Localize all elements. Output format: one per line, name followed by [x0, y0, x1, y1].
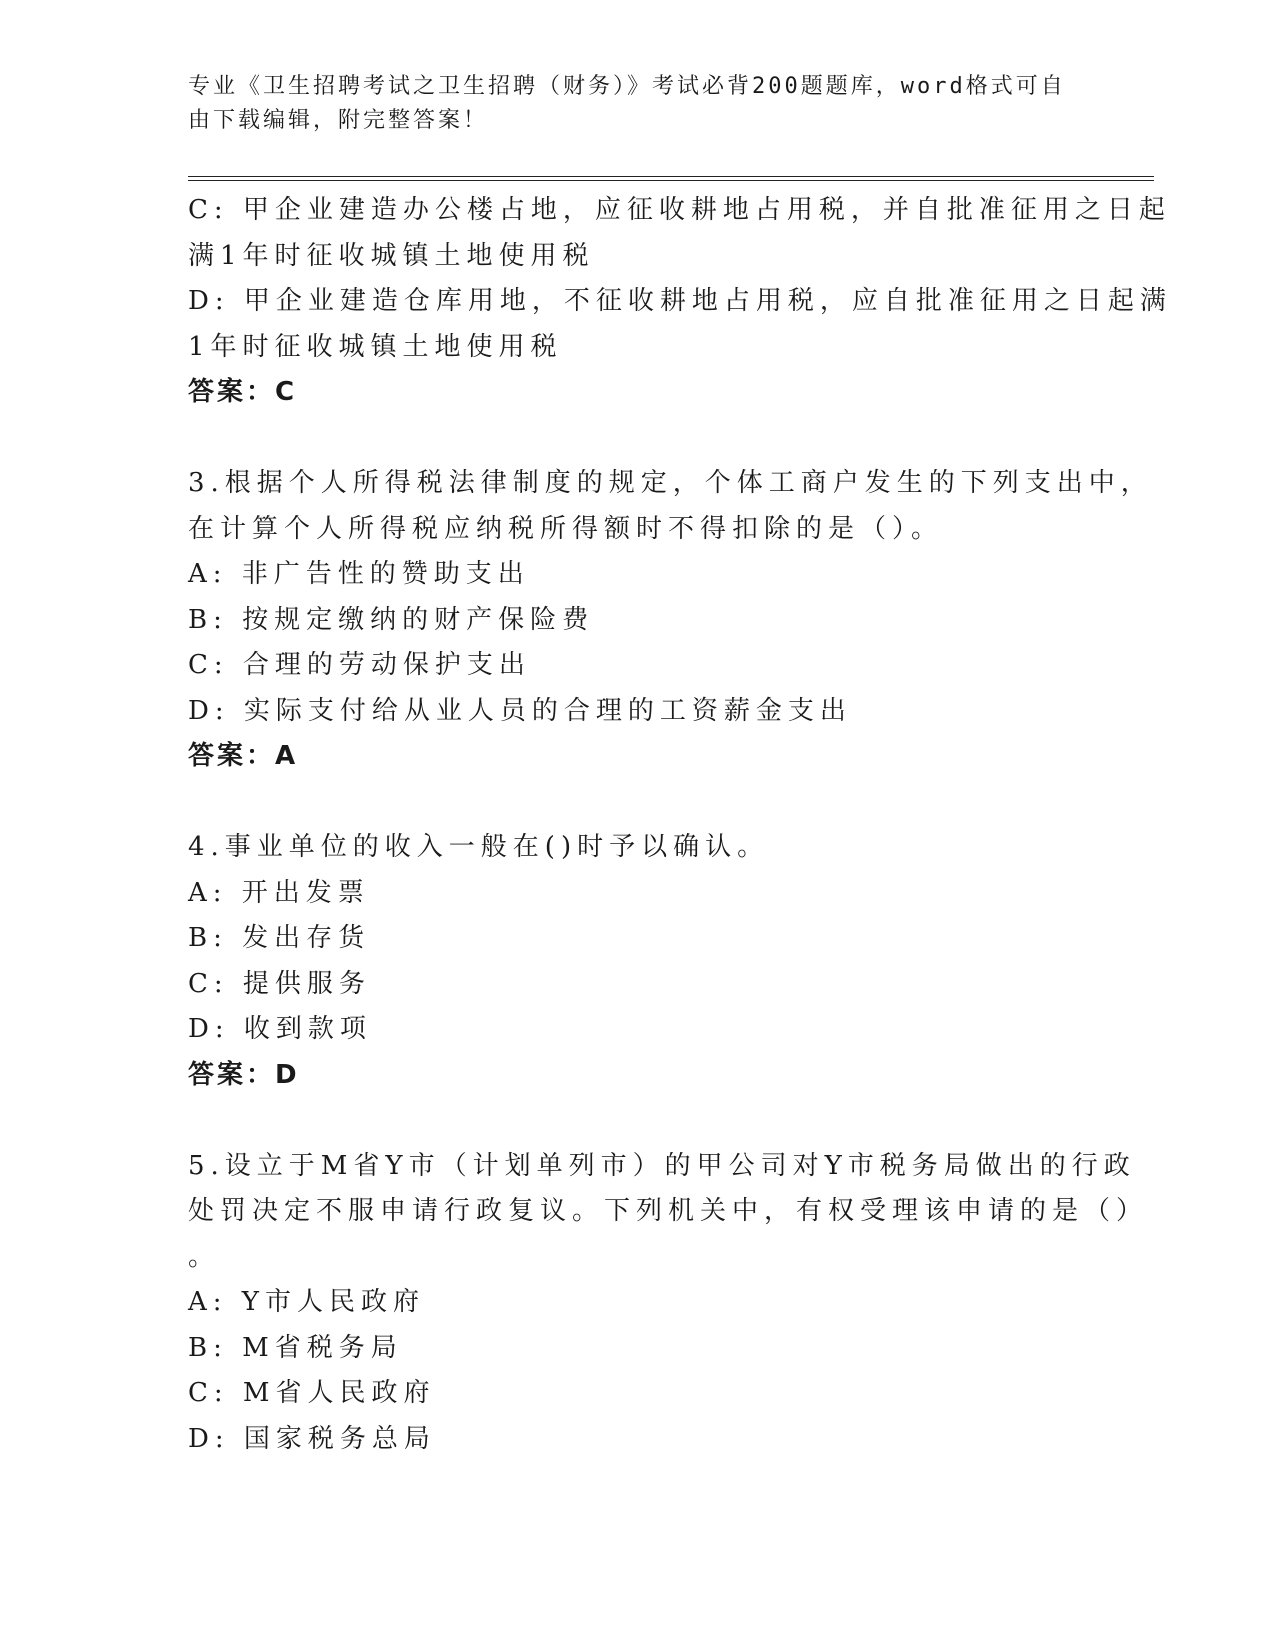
document-header — [188, 70, 1068, 138]
document-body — [188, 188, 1172, 1462]
q2-option-c-line-2: 满1年时征收城镇土地使用税 — [188, 240, 595, 271]
spacer — [188, 780, 1088, 826]
question-2-tail — [188, 188, 1172, 416]
q2-option-d-line-2: 1年时征收城镇土地使用税 — [188, 331, 563, 362]
q2-option-d-line-1: D: 甲企业建造仓库用地，不征收耕地占用税，应自批准征用之日起满 — [188, 286, 1172, 316]
q4-option-b: B: 发出存货 — [188, 923, 371, 953]
q5-stem-line-2: 处罚决定不服申请行政复议。下列机关中，有权受理该申请的是（） — [188, 1196, 1149, 1226]
question-3 — [188, 461, 1153, 780]
spacer — [188, 1098, 1088, 1144]
header-double-rule — [188, 176, 1154, 181]
q4-option-a: A: 开出发票 — [188, 877, 370, 908]
q4-option-c: C: 提供服务 — [188, 968, 371, 999]
q5-stem-line-1: 5.设立于M省Y市（计划单列市）的甲公司对Y市税务局做出的行政 — [188, 1150, 1136, 1181]
question-4 — [188, 825, 1088, 1098]
question-5 — [188, 1144, 1149, 1463]
q5-option-a: A: Y市人民政府 — [188, 1287, 425, 1317]
q3-stem-line-2: 在计算个人所得税应纳税所得额时不得扣除的是（）。 — [188, 513, 944, 544]
header-title-line-2: 由下载编辑，附完整答案！ — [188, 108, 489, 133]
header-title-line-1: 专业《卫生招聘考试之卫生招聘（财务）》考试必背200题题库，word格式可自 — [188, 74, 1066, 99]
q5-option-c: C: M省人民政府 — [188, 1378, 436, 1408]
q3-option-d: D: 实际支付给从业人员的合理的工资薪金支出 — [188, 695, 852, 726]
q2-answer: 答案：C — [188, 377, 298, 407]
q2-option-c-line-1: C: 甲企业建造办公楼占地，应征收耕地占用税，并自批准征用之日起 — [188, 195, 1171, 225]
q3-stem-line-1: 3.根据个人所得税法律制度的规定，个体工商户发生的下列支出中， — [188, 468, 1153, 498]
q3-option-c: C: 合理的劳动保护支出 — [188, 650, 531, 680]
q5-option-d: D: 国家税务总局 — [188, 1423, 436, 1454]
q5-option-b: B: M省税务局 — [188, 1332, 403, 1363]
q3-option-a: A: 非广告性的赞助支出 — [188, 559, 530, 589]
q4-option-d: D: 收到款项 — [188, 1014, 372, 1044]
spacer — [188, 416, 1088, 462]
q4-answer: 答案：D — [188, 1059, 300, 1090]
q4-stem: 4.事业单位的收入一般在()时予以确认。 — [188, 832, 770, 862]
q5-stem-line-3: 。 — [188, 1241, 221, 1272]
q3-answer: 答案：A — [188, 741, 299, 771]
q3-option-b: B: 按规定缴纳的财产保险费 — [188, 604, 595, 635]
